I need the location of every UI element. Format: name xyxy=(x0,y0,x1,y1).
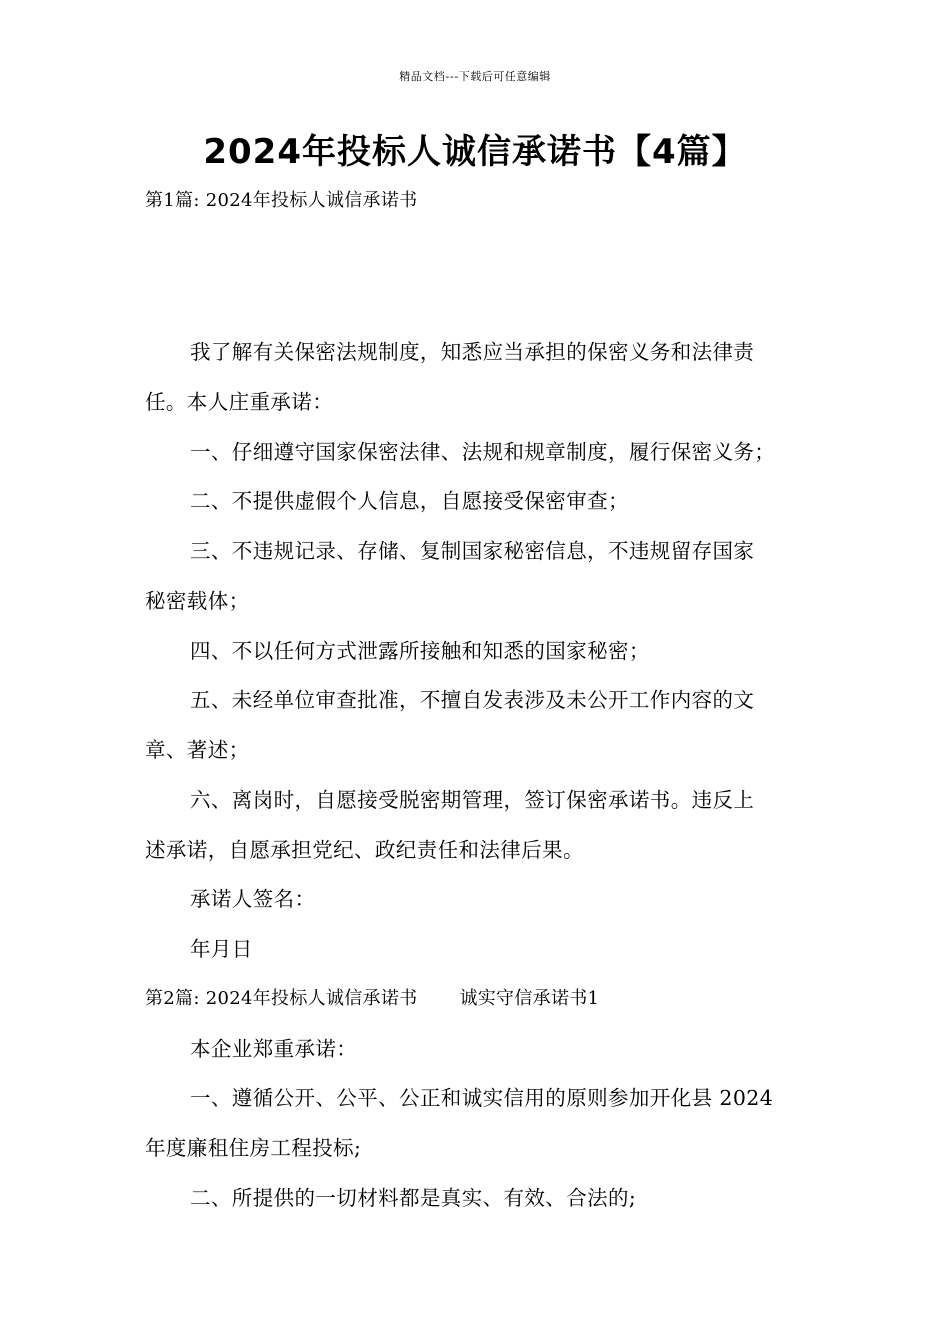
paragraph-line: 六、离岗时，自愿接受脱密期管理，签订保密承诺书。违反上 xyxy=(190,788,755,812)
paragraph-line: 秘密载体； xyxy=(145,589,250,613)
signature-label: 承诺人签名： xyxy=(190,887,316,911)
paragraph-line: 一、遵循公开、公平、公正和诚实信用的原则参加开化县 2024 xyxy=(190,1086,774,1110)
section-1-heading: 第1篇: 2024年投标人诚信承诺书 xyxy=(145,190,418,211)
paragraph-line: 任。本人庄重承诺： xyxy=(145,390,334,414)
paragraph-line: 述承诺，自愿承担党纪、政纪责任和法律后果。 xyxy=(145,838,584,862)
paragraph-line: 年度廉租住房工程投标; xyxy=(145,1136,362,1160)
paragraph-line: 章、著述； xyxy=(145,738,250,762)
section-2-heading xyxy=(145,985,810,1013)
paragraph-line: 二、不提供虚假个人信息，自愿接受保密审查； xyxy=(190,489,629,513)
paragraph-line: 五、未经单位审查批准，不擅自发表涉及未公开工作内容的文 xyxy=(190,688,755,712)
paragraph-line: 三、不违规记录、存储、复制国家秘密信息，不违规留存国家 xyxy=(190,539,755,563)
paragraph-line: 一、仔细遵守国家保密法律、法规和规章制度，履行保密义务； xyxy=(190,440,776,464)
date-label: 年月日 xyxy=(190,937,253,961)
paragraph-line: 本企业郑重承诺： xyxy=(190,1037,358,1061)
section-2-heading-left: 第2篇: 2024年投标人诚信承诺书 xyxy=(145,988,418,1009)
paragraph-line: 二、所提供的一切材料都是真实、有效、合法的; xyxy=(190,1186,637,1210)
paragraph-line: 我了解有关保密法规制度，知悉应当承担的保密义务和法律责 xyxy=(190,340,755,364)
section-2-heading-right: 诚实守信承诺书1 xyxy=(459,988,600,1009)
header-note: 精品文档---下载后可任意编辑 xyxy=(399,70,551,83)
document-title: 2024年投标人诚信承诺书【4篇】 xyxy=(203,132,747,172)
paragraph-line: 四、不以任何方式泄露所接触和知悉的国家秘密； xyxy=(190,639,650,663)
